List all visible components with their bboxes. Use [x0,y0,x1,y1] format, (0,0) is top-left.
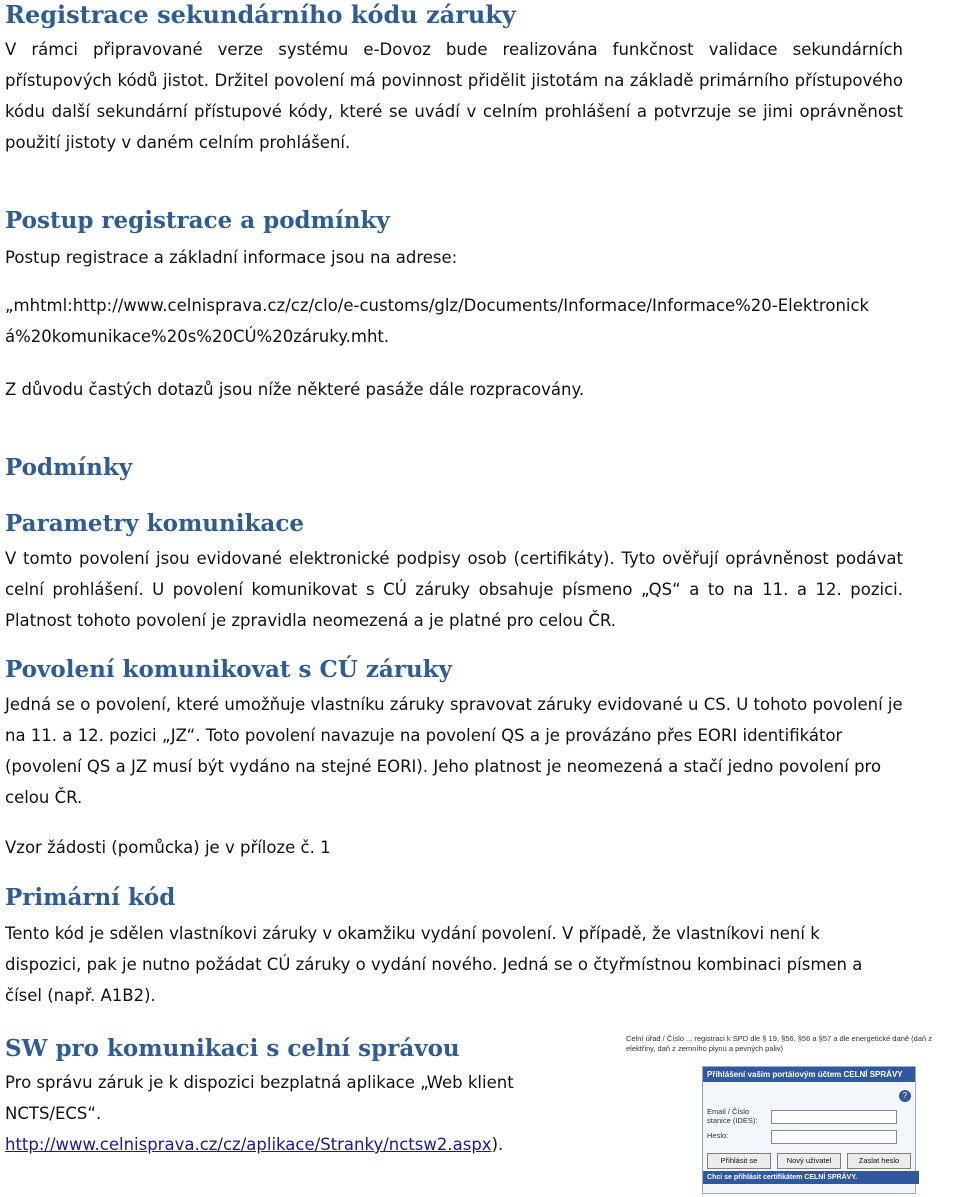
paragraph-postup-note: Z důvodu častých dotazů jsou níže některé pasáže dále rozpracovány. [5,380,585,399]
paragraph-primarni: Tento kód je sdělen vlastníkovi záruky v okamžiku vydání povolení. V případě, že vlastníkovi není k dispozici, pak je nutno požádat CÚ záruky o vydání nového. Jedná se o čtyřmístnou kombinaci písmen a čísel (např. A1B2). [5,924,863,1005]
section-heading-postup: Postup registrace a podmínky [5,207,390,234]
paragraph-povoleni: Jedná se o povolení, které umožňuje vlastníku záruky spravovat záruky evidované u CS. U tohoto povolení je na 11. a 12. pozici „JZ“. Toto povolení navazuje na povolení QS a je provázáno přes EORI identifikátor (povolení QS a JZ musí být vydáno na stejné EORI). Jeho platnost je neomezená a stačí jedno povolení pro celou ČR. [5,695,903,807]
login-buttons [707,1153,911,1169]
paragraph-vzor: Vzor žádosti (pomůcka) je v příloze č. 1 [5,838,331,857]
password-field[interactable] [771,1130,897,1144]
paragraph-sw [5,1067,565,1160]
section-heading-primarni: Primární kód [5,884,176,911]
login-title: Přihlášení vašim portálovým účtem CELNÍ SPRÁVY [703,1067,915,1082]
paragraph-parametry: V tomto povolení jsou evidované elektronické podpisy osob (certifikáty). Tyto ověřují oprávněnost podávat celní prohlášení. U povolení komunikovat s CÚ záruky obsahuje písmeno „QS“ a to na 11. a 12. pozici. Platnost tohoto povolení je zpravidla neomezená a je platné pro celou ČR. [5,549,903,630]
nctsw-link[interactable]: http://www.celnisprava.cz/cz/aplikace/Stranky/nctsw2.aspx [5,1135,492,1154]
section-heading-sw: SW pro komunikaci s celní správou [5,1035,460,1062]
section-heading-podminky: Podmínky [5,454,133,481]
login-button[interactable]: Přihlásit se [707,1153,771,1169]
paragraph-registrace: V rámci připravované verze systému e-Dovoz bude realizována funkčnost validace sekundárních přístupových kódů jistot. Držitel povolení má povinnost přidělit jistotám na základě primárního přístupového kódu další sekundární přístupové kódy, které se uvádí v celním prohlášení a potvrzuje se jimi oprávněnost použití jistoty v daném celním prohlášení. [5,40,903,152]
registration-url: „mhtml:http://www.celnisprava.cz/cz/clo/e-customs/glz/Documents/Informace/Informace%20-Elektronická%20komunikace%20s%20CÚ%20záruky.mht. [5,296,870,346]
email-field[interactable] [771,1110,897,1124]
paragraph-sw-text: Pro správu záruk je k dispozici bezplatná aplikace „Web klient NCTS/ECS“. [5,1073,514,1123]
link-suffix: ). [491,1135,504,1154]
login-box [702,1066,916,1194]
screenshot-top-text: Celní úřad / Číslo ... registraci k SPD dle § 19, §56, §56 a §57 a dle energetické daně (daň z elektřiny, daň z zemního plynu a pevných paliv) [626,1034,933,1053]
password-label: Heslo: [707,1131,729,1140]
section-heading-registrace: Registrace sekundárního kódu záruky [5,0,516,29]
certificate-login-link[interactable]: Chci se přihlásit certifikátem CELNÍ SPRÁVY. [703,1171,919,1184]
login-screenshot [620,1030,960,1197]
paragraph-postup-intro: Postup registrace a základní informace jsou na adrese: [5,248,458,267]
email-label: Email / Číslo stanice (IDES): [707,1107,758,1125]
send-password-button[interactable]: Zaslat heslo [847,1153,911,1169]
section-heading-parametry: Parametry komunikace [5,510,304,537]
help-icon[interactable]: ? [899,1090,911,1102]
new-user-button[interactable]: Nový uživatel [777,1153,841,1169]
section-heading-povoleni: Povolení komunikovat s CÚ záruky [5,656,452,683]
